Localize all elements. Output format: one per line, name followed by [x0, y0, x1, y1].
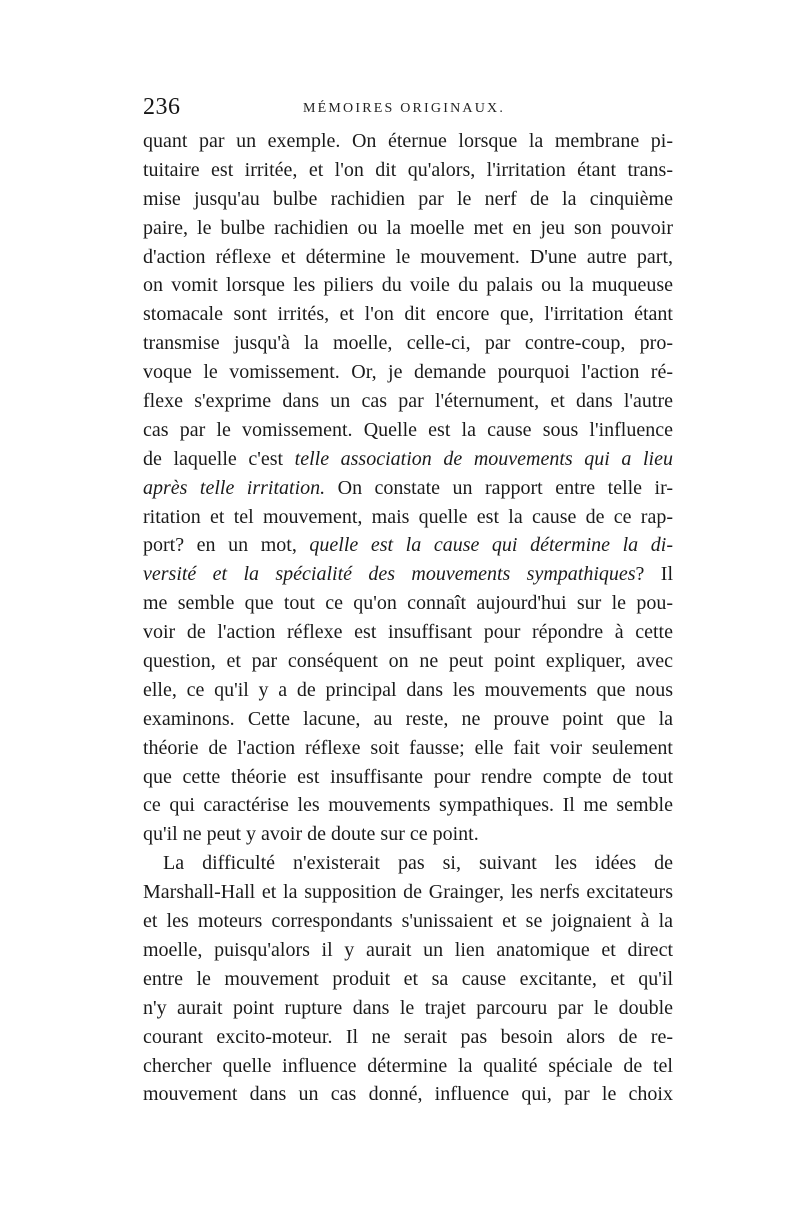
- text-segment: et les moteurs correspondants s'unissaient et se joignaient à la: [143, 910, 673, 933]
- text-segment: stomacale sont irrités, et l'on dit encore que, l'irritation étant: [143, 303, 673, 326]
- text-segment: Marshall-Hall et la supposition de Grainger, les nerfs excitateurs: [143, 881, 673, 904]
- text-segment: tuitaire est irritée, et l'on dit qu'alors, l'irritation étant trans-: [143, 158, 673, 181]
- text-line: [143, 878, 673, 907]
- text-segment: n'y aurait point rupture dans le trajet parcouru par le double: [143, 996, 673, 1019]
- italic-text-segment: telle association de mouvements qui a lieu: [294, 447, 673, 470]
- text-segment: courant excito-moteur. Il ne serait pas besoin alors de re-: [143, 1025, 673, 1048]
- text-segment: transmise jusqu'à la moelle, celle-ci, par contre-coup, pro-: [143, 332, 673, 355]
- text-segment: théorie de l'action réflexe soit fausse; elle fait voir seulement: [143, 736, 673, 759]
- text-segment: qu'il ne peut y avoir de doute sur ce point.: [143, 823, 479, 846]
- italic-text-segment: versité et la spécialité des mouvements sympathiques: [143, 563, 636, 586]
- text-line: [143, 271, 673, 300]
- text-segment: d'action réflexe et détermine le mouvement. D'une autre part,: [143, 245, 673, 268]
- text-line: [143, 503, 673, 532]
- text-segment: entre le mouvement produit et sa cause excitante, et qu'il: [143, 967, 673, 990]
- italic-text-segment: après telle irritation.: [143, 476, 326, 499]
- text-segment: cas par le vomissement. Quelle est la cause sous l'influence: [143, 418, 673, 441]
- text-segment: me semble que tout ce qu'on connaît aujourd'hui sur le pou-: [143, 592, 673, 615]
- text-segment: flexe s'exprime dans un cas par l'éternument, et dans l'autre: [143, 390, 673, 413]
- text-line: [143, 676, 673, 705]
- text-line: [143, 531, 673, 560]
- text-line: [143, 156, 673, 185]
- text-segment: moelle, puisqu'alors il y aurait un lien anatomique et direct: [143, 938, 673, 961]
- text-line: [143, 589, 673, 618]
- text-line: [143, 445, 673, 474]
- page-header: [143, 94, 673, 124]
- text-line: [143, 185, 673, 214]
- text-line: [143, 127, 673, 156]
- text-segment: mouvement dans un cas donné, influence qui, par le choix: [143, 1083, 673, 1106]
- text-segment: examinons. Cette lacune, au reste, ne prouve point que la: [143, 707, 673, 730]
- text-line: [143, 820, 673, 849]
- text-line: [143, 618, 673, 647]
- running-head: MÉMOIRES ORIGINAUX.: [303, 101, 506, 116]
- text-line: [143, 647, 673, 676]
- text-line: [143, 358, 673, 387]
- text-line: [143, 560, 673, 589]
- text-segment: mise jusqu'au bulbe rachidien par le nerf de la cinquième: [143, 187, 673, 210]
- italic-text-segment: quelle est la cause qui détermine la di-: [309, 534, 673, 557]
- text-segment: On constate un rapport entre telle ir-: [325, 476, 673, 499]
- text-segment: paire, le bulbe rachidien ou la moelle met en jeu son pouvoir: [143, 216, 673, 239]
- text-line: [143, 1080, 673, 1109]
- text-segment: quant par un exemple. On éternue lorsque la membrane pi-: [143, 130, 673, 152]
- text-line: [143, 387, 673, 416]
- text-line: [143, 994, 673, 1023]
- text-line: [143, 734, 673, 763]
- text-segment: on vomit lorsque les piliers du voile du palais ou la muqueuse: [143, 274, 673, 297]
- text-segment: ? Il: [635, 563, 673, 586]
- text-line: [143, 936, 673, 965]
- text-line: [143, 300, 673, 329]
- body-text: [143, 127, 673, 1109]
- page-number: 236: [143, 94, 181, 120]
- text-segment: voir de l'action réflexe est insuffisant pour répondre à cette: [143, 621, 673, 644]
- text-line: [143, 849, 673, 878]
- text-line: [143, 474, 673, 503]
- text-line: [143, 243, 673, 272]
- text-line: [143, 907, 673, 936]
- text-segment: port? en un mot,: [143, 534, 310, 557]
- text-line: [143, 416, 673, 445]
- text-segment: de laquelle c'est: [143, 447, 295, 470]
- text-line: [143, 791, 673, 820]
- text-line: [143, 705, 673, 734]
- text-line: [143, 965, 673, 994]
- text-segment: chercher quelle influence détermine la qualité spéciale de tel: [143, 1054, 673, 1077]
- text-line: [143, 329, 673, 358]
- text-segment: La difficulté n'existerait pas si, suivant les idées de: [163, 852, 673, 875]
- text-segment: ritation et tel mouvement, mais quelle est la cause de ce rap-: [143, 505, 673, 528]
- text-line: [143, 1023, 673, 1052]
- text-line: [143, 214, 673, 243]
- text-line: [143, 763, 673, 792]
- text-segment: ce qui caractérise les mouvements sympathiques. Il me semble: [143, 794, 673, 817]
- text-segment: elle, ce qu'il y a de principal dans les mouvements que nous: [143, 678, 673, 701]
- text-line: [143, 1052, 673, 1081]
- text-segment: que cette théorie est insuffisante pour rendre compte de tout: [143, 765, 673, 788]
- text-segment: voque le vomissement. Or, je demande pourquoi l'action ré-: [143, 361, 673, 384]
- text-segment: question, et par conséquent on ne peut point expliquer, avec: [143, 650, 673, 673]
